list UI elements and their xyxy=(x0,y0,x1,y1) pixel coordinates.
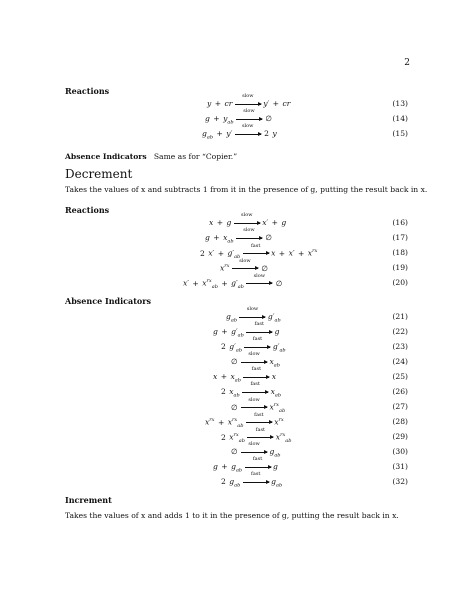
equation-19: $x^{rx}$ slow ∅ (19) xyxy=(220,257,408,273)
equation-27: ∅ slow $x^{rx}_{ab}$ (27) xyxy=(231,396,408,415)
equation-13: y + cr slow y′ + cr (13) xyxy=(207,93,408,108)
equation-29: 2 $x^{rx}_{ab}$ fast $x^{rx}_{ab}$ (29) xyxy=(221,426,408,445)
equation-18: 2 $x' + g'_{ab}$ fast $x + x' + x^{rx}$ (18) xyxy=(200,242,408,261)
equation-32: 2 $g_{ab}$ fast $g_{ab}$ (32) xyxy=(221,471,408,489)
increment-heading: Increment xyxy=(65,495,112,505)
absence-indicators-heading-2: Absence Indicators xyxy=(65,296,151,306)
absence-indicators-1: Absence Indicators Same as for “Copier.” xyxy=(65,152,238,161)
reactions-heading-1: Reactions xyxy=(65,86,110,96)
equation-14: $g + y_{ab}$ slow ∅ (14) xyxy=(205,108,408,126)
equation-23: 2 $g'_{ab}$ fast $g'_{ab}$ (23) xyxy=(221,336,408,354)
equation-24: ∅ slow $x_{ab}$ (24) xyxy=(231,351,408,369)
decrement-description: Takes the values of x and subtracts 1 from it in the presence of g, putting the result back in x. xyxy=(65,185,428,194)
equation-31: $g + g_{ab}$ fast g (31) xyxy=(213,456,408,474)
equation-22: $g + g'_{ab}$ fast g (22) xyxy=(213,321,408,339)
page-number: 2 xyxy=(404,58,410,68)
equation-20: $x' + x^{rx}_{ab} + g'_{ab}$ slow ∅ (20) xyxy=(183,272,408,291)
decrement-heading: Decrement xyxy=(65,167,133,181)
equation-25: $x + x_{ab}$ fast x (25) xyxy=(213,366,408,384)
equation-28: $x^{rx} + x^{rx}_{ab}$ fast $x^{rx}$ (28) xyxy=(205,411,408,430)
increment-description: Takes the values of x and adds 1 to it in the presence of g, putting the result back in x. xyxy=(65,511,399,520)
equation-17: $g + x_{ab}$ slow ∅ (17) xyxy=(205,227,408,245)
equation-16: x + g slow x′ + g (16) xyxy=(209,212,408,227)
equation-30: ∅ slow $g_{ab}$ (30) xyxy=(231,441,408,459)
equation-26: 2 $x_{ab}$ fast $x_{ab}$ (26) xyxy=(221,381,408,399)
equation-21: $g_{ab}$ slow $g'_{ab}$ (21) xyxy=(226,306,408,324)
reactions-heading-2: Reactions xyxy=(65,205,110,215)
equation-15: $g_{ab} + y'$ slow 2 y (15) xyxy=(202,123,408,141)
